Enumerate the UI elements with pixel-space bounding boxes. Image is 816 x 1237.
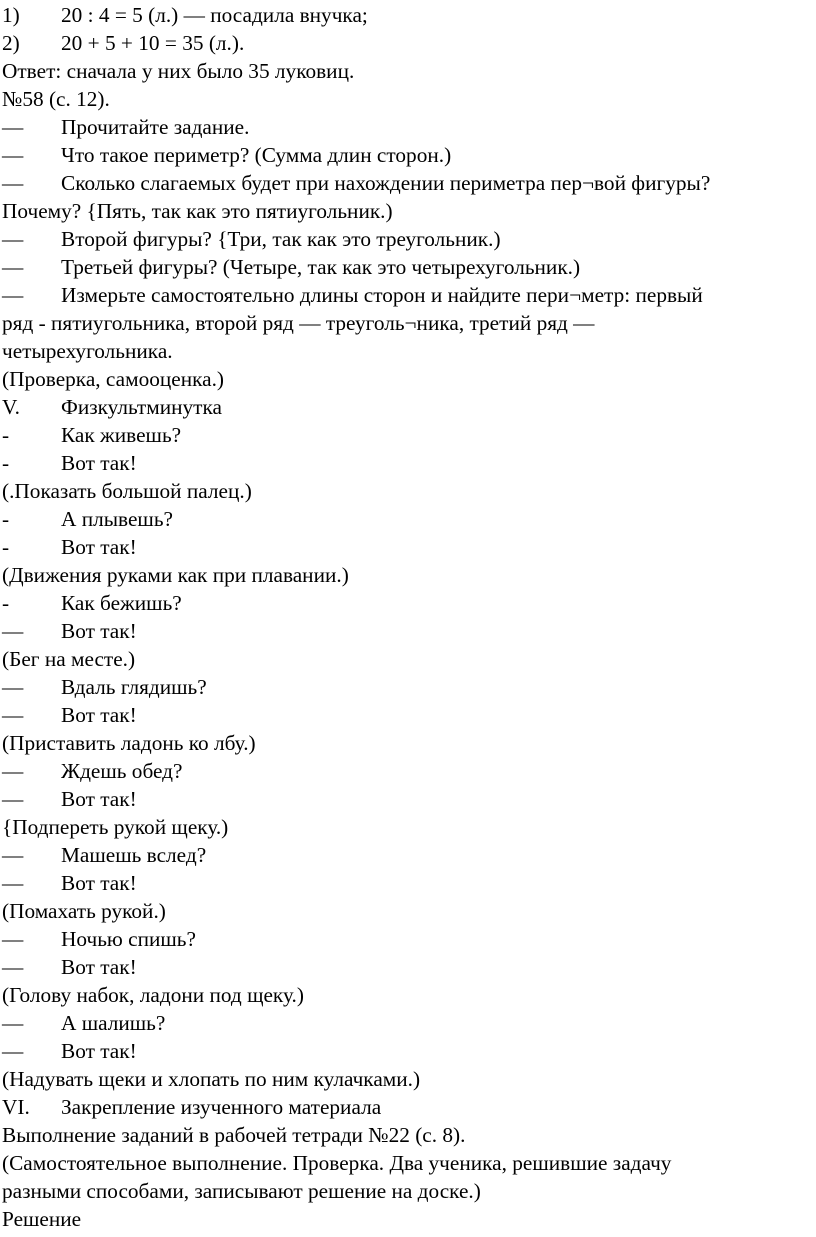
text-line <box>2 813 816 841</box>
text-line <box>2 477 816 505</box>
line-marker: — <box>2 115 24 139</box>
text-line <box>2 1121 816 1149</box>
text-line <box>2 1065 816 1093</box>
text-line <box>2 253 816 281</box>
line-text: (Помахать рукой.) <box>2 899 166 923</box>
line-marker: — <box>2 255 24 279</box>
line-marker: — <box>2 1039 24 1063</box>
text-line <box>2 57 816 85</box>
text-line <box>2 449 816 477</box>
line-text: Машешь вслед? <box>61 843 207 867</box>
line-text: Третьей фигуры? (Четыре, так как это четырехугольник.) <box>61 255 581 279</box>
line-marker: — <box>2 171 24 195</box>
line-marker: - <box>2 591 10 615</box>
line-marker: — <box>2 759 24 783</box>
text-line <box>2 29 816 57</box>
line-text: Сколько слагаемых будет при нахождении периметра пер¬вой фигуры? <box>61 171 711 195</box>
line-text: Вот так! <box>61 535 137 559</box>
line-text: Выполнение заданий в рабочей тетради №22 (с. 8). <box>2 1123 466 1147</box>
line-text: А шалишь? <box>61 1011 166 1035</box>
line-text: Решение <box>2 1207 82 1231</box>
line-text: (Надувать щеки и хлопать по ним кулачками.) <box>2 1067 421 1091</box>
line-text: Как бежишь? <box>61 591 182 615</box>
text-line <box>2 365 816 393</box>
text-line <box>2 1149 816 1177</box>
line-text: Что такое периметр? (Сумма длин сторон.) <box>61 143 452 167</box>
line-marker: — <box>2 703 24 727</box>
line-text: (Приставить ладонь ко лбу.) <box>2 731 256 755</box>
line-text: Почему? {Пять, так как это пятиугольник.) <box>2 199 393 223</box>
text-line <box>2 505 816 533</box>
line-text: А плывешь? <box>61 507 173 531</box>
text-line <box>2 197 816 225</box>
line-text: Вот так! <box>61 451 137 475</box>
line-marker: - <box>2 451 10 475</box>
line-text: ряд - пятиугольника, второй ряд — треуголь¬ника, третий ряд — <box>2 311 595 335</box>
text-line <box>2 841 816 869</box>
line-text: Ночью спишь? <box>61 927 196 951</box>
line-text: Вот так! <box>61 703 137 727</box>
text-line <box>2 1093 816 1121</box>
line-text: №58 (с. 12). <box>2 87 110 111</box>
text-line <box>2 169 816 197</box>
line-text: Как живешь? <box>61 423 182 447</box>
text-line <box>2 281 816 309</box>
line-text: (.Показать большой палец.) <box>2 479 252 503</box>
text-line <box>2 701 816 729</box>
line-marker: — <box>2 619 24 643</box>
line-text: Закрепление изученного материала <box>61 1095 382 1119</box>
line-text: (Голову набок, ладони под щеку.) <box>2 983 304 1007</box>
line-text: Физкультминутка <box>61 395 222 419</box>
line-marker: - <box>2 535 10 559</box>
line-marker: — <box>2 283 24 307</box>
text-line <box>2 561 816 589</box>
line-marker: — <box>2 927 24 951</box>
text-line <box>2 757 816 785</box>
line-text: Измерьте самостоятельно длины сторон и найдите пери¬метр: первый <box>61 283 703 307</box>
text-line <box>2 1177 816 1205</box>
text-line <box>2 85 816 113</box>
line-marker: - <box>2 507 10 531</box>
text-line <box>2 925 816 953</box>
line-text: Вот так! <box>61 955 137 979</box>
text-line <box>2 1205 816 1233</box>
line-marker: — <box>2 787 24 811</box>
line-marker: — <box>2 843 24 867</box>
text-line <box>2 1 816 29</box>
line-text: (Движения руками как при плавании.) <box>2 563 349 587</box>
text-line <box>2 897 816 925</box>
text-line <box>2 1009 816 1037</box>
text-line <box>2 617 816 645</box>
line-marker: 2) <box>2 31 20 55</box>
text-line <box>2 225 816 253</box>
line-text: Вот так! <box>61 871 137 895</box>
text-line <box>2 1037 816 1065</box>
line-text: (Бег на месте.) <box>2 647 136 671</box>
line-marker: — <box>2 871 24 895</box>
line-marker: — <box>2 227 24 251</box>
text-line <box>2 421 816 449</box>
text-line <box>2 645 816 673</box>
line-marker: — <box>2 955 24 979</box>
line-text: Второй фигуры? {Три, так как это треугольник.) <box>61 227 501 251</box>
text-line <box>2 393 816 421</box>
line-text: Вот так! <box>61 787 137 811</box>
line-marker: — <box>2 675 24 699</box>
line-marker: — <box>2 1011 24 1035</box>
line-text: (Самостоятельное выполнение. Проверка. Два ученика, решившие задачу <box>2 1151 672 1175</box>
line-marker: V. <box>2 395 20 419</box>
text-line <box>2 785 816 813</box>
line-text: разными способами, записывают решение на доске.) <box>2 1179 481 1203</box>
line-marker: — <box>2 143 24 167</box>
line-marker: - <box>2 423 10 447</box>
line-text: Прочитайте задание. <box>61 115 250 139</box>
line-text: 20 + 5 + 10 = 35 (л.). <box>61 31 245 55</box>
line-marker: VI. <box>2 1095 30 1119</box>
line-marker: 1) <box>2 3 20 27</box>
line-text: Вдаль глядишь? <box>61 675 207 699</box>
line-text: Ответ: сначала у них было 35 луковиц. <box>2 59 355 83</box>
text-line <box>2 981 816 1009</box>
text-line <box>2 533 816 561</box>
line-text: Вот так! <box>61 1039 137 1063</box>
line-text: Вот так! <box>61 619 137 643</box>
text-line <box>2 141 816 169</box>
text-line <box>2 113 816 141</box>
line-text: четырехугольника. <box>2 339 173 363</box>
line-text: Ждешь обед? <box>61 759 183 783</box>
text-line <box>2 729 816 757</box>
line-text: (Проверка, самооценка.) <box>2 367 225 391</box>
text-line <box>2 309 816 337</box>
text-line <box>2 673 816 701</box>
line-text: 20 : 4 = 5 (л.) — посадила внучка; <box>61 3 368 27</box>
text-line <box>2 589 816 617</box>
text-line <box>2 953 816 981</box>
text-line <box>2 869 816 897</box>
text-line <box>2 337 816 365</box>
line-text: {Подпереть рукой щеку.) <box>2 815 229 839</box>
